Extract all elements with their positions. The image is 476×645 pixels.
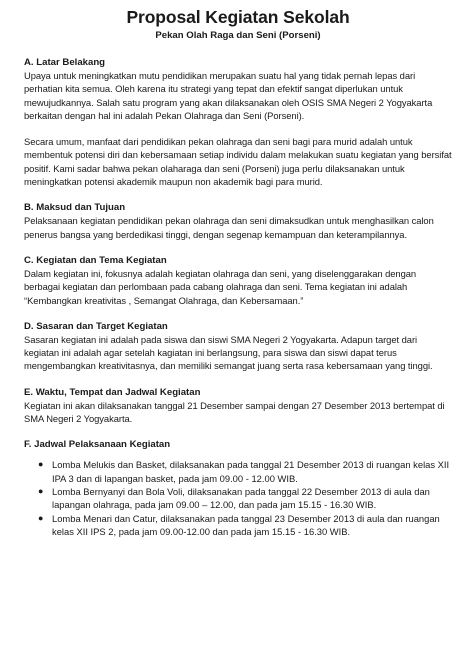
list-item [38,485,452,512]
list-item-text: Lomba Menari dan Catur, dilaksanakan pada tanggal 23 Desember 2013 di aula dan ruangan kelas XII IPS 2, pada jam 09.00-12.00 dan pada jam 15.15 - 16.30 WIB. [52,512,440,537]
section-heading: B. Maksud dan Tujuan [24,202,126,214]
section-paragraph: Pelaksanaan kegiatan pendidikan pekan olahraga dan seni dimaksudkan untuk menghasilkan calon penerus bangsa yang berdedikasi tinggi, dengan segenap kemampuan dan keterampilannya. [24,215,434,240]
section-heading: C. Kegiatan dan Tema Kegiatan [24,254,167,266]
section-paragraph: Secara umum, manfaat dari pendidikan pekan olahraga dan seni bagi para murid adalah untuk membentuk potensi diri dan kebersamaan setiap individu dalam melakukan suatu kegiatan yang bersifat positif. Kami sadar bahwa pekan olaharaga dan seni (Porseni) juga perlu dilaksanakan untuk meningkatkan potensi akademik maupun non akademik bagi para murid. [24,136,452,188]
list-item [38,512,452,539]
list-item-text: Lomba Bernyanyi dan Bola Voli, dilaksanakan pada tanggal 22 Desember 2013 di aula dan lapangan olahraga, pada jam 09.00 – 12.00, dan pada jam 15.15 - 16.30 WIB. [52,485,430,511]
schedule-list [24,458,452,538]
bullet-icon: ● [38,485,44,496]
section-sasaran-target [24,320,452,373]
list-item-text: Lomba Melukis dan Basket, dilaksanakan pada tanggal 21 Desember 2013 di ruangan kelas XII IPA 3 dan di lapangan basket, pada jam 09.00 - 12.00 WIB. [52,459,450,484]
bullet-icon: ● [38,459,44,470]
document-subtitle: Pekan Olah Raga dan Seni (Porseni) [155,30,321,41]
section-jadwal-pelaksanaan [24,438,452,538]
section-paragraph: Dalam kegiatan ini, fokusnya adalah kegiatan olahraga dan seni, yang diselenggarakan dengan berbagai kegiatan dan perlombaan pada cabang olahraga dan seni. Tema kegiatan ini adalah “Kembangkan kreativitas , Semangat Olahraga, dan Kebersamaan.” [24,267,417,306]
list-item [38,458,452,485]
bullet-icon: ● [38,512,44,523]
section-maksud-tujuan [24,201,452,241]
section-heading: D. Sasaran dan Target Kegiatan [24,320,168,332]
section-heading: F. Jadwal Pelaksanaan Kegiatan [24,439,171,451]
section-paragraph: Upaya untuk meningkatkan mutu pendidikan merupakan suatu hal yang tidak pernah lepas dari perhatian kita semua. Oleh karena itu strategi yang tepat dan efektif sangat diperlukan untuk mewujudkannya. Salah satu program yang akan dilaksanakan oleh OSIS SMA Negeri 2 Yogyakarta berkaitan dengan hal ini adalah Pekan Olahraga dan Seni (Porseni). [24,70,433,121]
section-kegiatan-tema [24,254,452,307]
section-heading: A. Latar Belakang [24,57,106,68]
section-heading: E. Waktu, Tempat dan Jadwal Kegiatan [24,386,201,398]
section-latar-belakang [24,56,452,188]
document-title: Proposal Kegiatan Sekolah [126,7,350,27]
section-paragraph: Kegiatan ini akan dilaksanakan tanggal 21 Desember sampai dengan 27 Desember 2013 bertempat di SMA Negeri 2 Yogyakarta. [24,399,445,425]
section-waktu-tempat [24,386,452,426]
section-paragraph: Sasaran kegiatan ini adalah pada siswa dan siswi SMA Negeri 2 Yogyakarta. Adapun target dari kegiatan ini adalah agar setelah kagiatan ini berlangsung, para siswa dan siswi dapat terus mengembangkan kreativitasnya, dan memiliki semangat juang serta rasa kebersamaan yang tinggi. [24,333,433,372]
